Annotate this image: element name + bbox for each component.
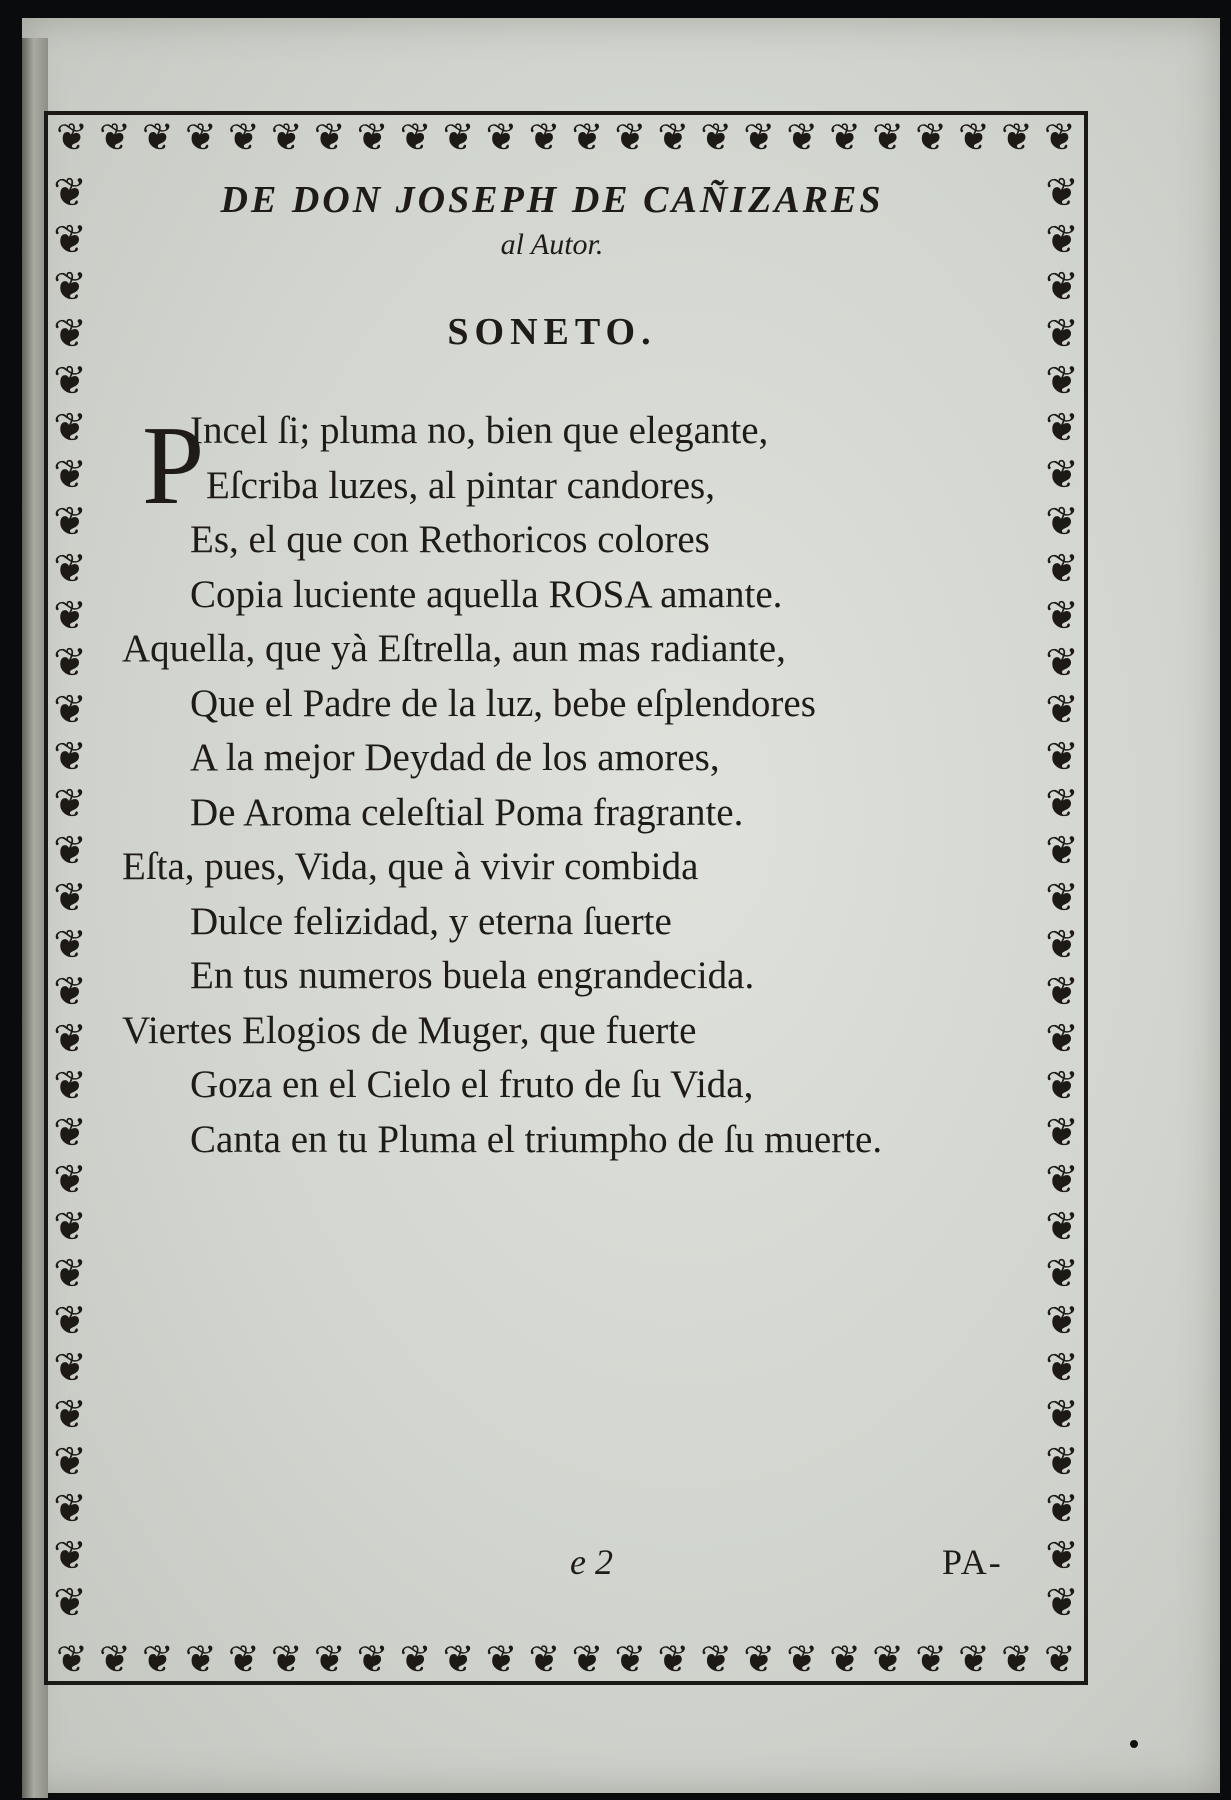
fleuron-ornament-icon: ❦	[958, 115, 990, 159]
fleuron-ornament-icon: ❦	[1045, 546, 1079, 592]
fleuron-ornament-icon: ❦	[53, 1204, 87, 1250]
fleuron-ornament-icon: ❦	[1045, 1392, 1079, 1438]
fleuron-ornament-icon: ❦	[1045, 687, 1079, 733]
fleuron-ornament-icon: ❦	[399, 1637, 432, 1681]
page-content	[122, 178, 1022, 1167]
fleuron-ornament-icon: ❦	[313, 115, 346, 159]
fleuron-ornament-icon: ❦	[98, 115, 131, 159]
fleuron-ornament-icon: ❦	[786, 115, 819, 159]
fleuron-ornament-icon: ❦	[1045, 311, 1079, 357]
fleuron-ornament-icon: ❦	[53, 1345, 87, 1391]
fleuron-ornament-icon: ❦	[829, 1637, 861, 1681]
fleuron-ornament-icon: ❦	[53, 1251, 87, 1297]
poem-line: De Aroma celeſtial Poma fragrante.	[190, 790, 744, 834]
fleuron-ornament-icon: ❦	[1045, 1063, 1079, 1109]
fleuron-ornament-icon: ❦	[528, 115, 561, 159]
fleuron-ornament-icon: ❦	[1045, 828, 1079, 874]
fleuron-ornament-icon: ❦	[141, 1637, 174, 1681]
fleuron-ornament-icon: ❦	[53, 170, 87, 216]
fleuron-ornament-icon: ❦	[53, 1157, 87, 1203]
book-page	[22, 18, 1220, 1793]
fleuron-ornament-icon: ❦	[53, 358, 87, 404]
fleuron-ornament-icon: ❦	[53, 969, 87, 1015]
fleuron-ornament-icon: ❦	[227, 115, 260, 159]
fleuron-ornament-icon: ❦	[53, 546, 87, 592]
fleuron-ornament-icon: ❦	[356, 1637, 389, 1681]
poem-line: En tus numeros buela engrandecida.	[190, 954, 755, 997]
fleuron-ornament-icon: ❦	[700, 1637, 733, 1681]
poem-line: Dulce felizidad, y eterna ſuerte	[190, 899, 672, 943]
fleuron-ornament-icon: ❦	[53, 1110, 87, 1156]
fleuron-ornament-icon: ❦	[614, 115, 647, 159]
fleuron-ornament-icon: ❦	[1045, 1016, 1079, 1062]
fleuron-ornament-icon: ❦	[1045, 1204, 1079, 1250]
fleuron-ornament-icon: ❦	[53, 311, 87, 357]
fleuron-ornament-icon: ❦	[53, 687, 87, 733]
poem-line: Que el Padre de la luz, bebe eſplendores	[190, 681, 816, 725]
fleuron-ornament-icon: ❦	[399, 115, 432, 159]
page-heading: DE DON JOSEPH DE CAÑIZARES	[220, 179, 884, 221]
fleuron-ornament-icon: ❦	[1045, 875, 1079, 921]
fleuron-ornament-icon: ❦	[571, 1637, 604, 1681]
fleuron-ornament-icon: ❦	[915, 1637, 947, 1681]
fleuron-ornament-icon: ❦	[53, 1016, 87, 1062]
fleuron-ornament-icon: ❦	[53, 499, 87, 545]
fleuron-ornament-icon: ❦	[1045, 781, 1079, 827]
fleuron-ornament-icon: ❦	[1045, 1345, 1079, 1391]
fleuron-ornament-icon: ❦	[1045, 1298, 1079, 1344]
ink-dot	[1130, 1740, 1138, 1748]
fleuron-ornament-icon: ❦	[53, 828, 87, 874]
ornament-column-left	[44, 167, 96, 1629]
ornament-row-top	[48, 111, 1084, 163]
poem-title: SONETO.	[447, 311, 657, 353]
sonnet	[122, 404, 1022, 1167]
page-subheading: al Autor.	[500, 228, 604, 261]
fleuron-ornament-icon: ❦	[528, 1637, 561, 1681]
fleuron-ornament-icon: ❦	[1045, 1110, 1079, 1156]
fleuron-ornament-icon: ❦	[53, 1392, 87, 1438]
fleuron-ornament-icon: ❦	[614, 1637, 647, 1681]
drop-cap: P	[142, 404, 205, 528]
poem-line: Aquella, que yà Eſtrella, aun mas radiante,	[122, 627, 786, 670]
fleuron-ornament-icon: ❦	[53, 1298, 87, 1344]
fleuron-ornament-icon: ❦	[485, 1637, 518, 1681]
fleuron-ornament-icon: ❦	[53, 734, 87, 780]
fleuron-ornament-icon: ❦	[786, 1637, 819, 1681]
fleuron-ornament-icon: ❦	[184, 1637, 217, 1681]
fleuron-ornament-icon: ❦	[53, 593, 87, 639]
fleuron-ornament-icon: ❦	[915, 115, 947, 159]
fleuron-ornament-icon: ❦	[1045, 405, 1079, 451]
ornament-row-bottom	[48, 1633, 1084, 1685]
fleuron-ornament-icon: ❦	[141, 115, 174, 159]
poem-line: Es, el que con Rethoricos colores	[190, 518, 710, 561]
fleuron-ornament-icon: ❦	[1045, 1157, 1079, 1203]
poem-line: Eſcriba luzes, al pintar candores,	[206, 463, 715, 507]
fleuron-ornament-icon: ❦	[56, 115, 88, 159]
fleuron-ornament-icon: ❦	[1045, 969, 1079, 1015]
fleuron-ornament-icon: ❦	[184, 115, 217, 159]
fleuron-ornament-icon: ❦	[53, 1580, 87, 1626]
fleuron-ornament-icon: ❦	[1045, 499, 1079, 545]
fleuron-ornament-icon: ❦	[1045, 170, 1079, 216]
fleuron-ornament-icon: ❦	[571, 115, 604, 159]
fleuron-ornament-icon: ❦	[1045, 640, 1079, 686]
fleuron-ornament-icon: ❦	[53, 1063, 87, 1109]
fleuron-ornament-icon: ❦	[313, 1637, 346, 1681]
fleuron-ornament-icon: ❦	[1043, 115, 1076, 159]
fleuron-ornament-icon: ❦	[1045, 1439, 1079, 1485]
fleuron-ornament-icon: ❦	[1045, 264, 1079, 310]
fleuron-ornament-icon: ❦	[1045, 593, 1079, 639]
poem-line: A la mejor Deydad de los amores,	[190, 736, 720, 779]
fleuron-ornament-icon: ❦	[270, 1637, 303, 1681]
poem-line: Incel ſi; pluma no, bien que elegante,	[190, 409, 769, 452]
fleuron-ornament-icon: ❦	[53, 452, 87, 498]
fleuron-ornament-icon: ❦	[1045, 217, 1079, 263]
poem-line: Copia luciente aquella ROSA amante.	[190, 572, 783, 616]
fleuron-ornament-icon: ❦	[829, 115, 861, 159]
fleuron-ornament-icon: ❦	[1045, 922, 1079, 968]
fleuron-ornament-icon: ❦	[98, 1637, 131, 1681]
fleuron-ornament-icon: ❦	[872, 1637, 904, 1681]
fleuron-ornament-icon: ❦	[700, 115, 733, 159]
fleuron-ornament-icon: ❦	[53, 640, 87, 686]
fleuron-ornament-icon: ❦	[1045, 1251, 1079, 1297]
fleuron-ornament-icon: ❦	[53, 217, 87, 263]
fleuron-ornament-icon: ❦	[53, 1486, 87, 1532]
fleuron-ornament-icon: ❦	[743, 115, 776, 159]
fleuron-ornament-icon: ❦	[1045, 734, 1079, 780]
poem-line: Canta en tu Pluma el triumpho de ſu muerte.	[190, 1117, 883, 1161]
fleuron-ornament-icon: ❦	[743, 1637, 776, 1681]
poem-line: Goza en el Cielo el fruto de ſu Vida,	[190, 1063, 754, 1106]
fleuron-ornament-icon: ❦	[1045, 452, 1079, 498]
fleuron-ornament-icon: ❦	[53, 264, 87, 310]
catchword: PA-	[942, 1542, 1003, 1582]
poem-line: Viertes Elogios de Muger, que fuerte	[122, 1008, 697, 1052]
fleuron-ornament-icon: ❦	[657, 115, 690, 159]
fleuron-ornament-icon: ❦	[227, 1637, 260, 1681]
fleuron-ornament-icon: ❦	[657, 1637, 690, 1681]
fleuron-ornament-icon: ❦	[1000, 115, 1033, 159]
fleuron-ornament-icon: ❦	[53, 1439, 87, 1485]
fleuron-ornament-icon: ❦	[53, 781, 87, 827]
fleuron-ornament-icon: ❦	[53, 1533, 87, 1579]
fleuron-ornament-icon: ❦	[1000, 1637, 1033, 1681]
fleuron-ornament-icon: ❦	[356, 115, 389, 159]
poem-line: Eſta, pues, Vida, que à vivir combida	[122, 845, 699, 888]
fleuron-ornament-icon: ❦	[442, 115, 475, 159]
fleuron-ornament-icon: ❦	[53, 405, 87, 451]
fleuron-ornament-icon: ❦	[56, 1637, 88, 1681]
fleuron-ornament-icon: ❦	[1045, 1486, 1079, 1532]
fleuron-ornament-icon: ❦	[1045, 1580, 1079, 1626]
fleuron-ornament-icon: ❦	[958, 1637, 990, 1681]
fleuron-ornament-icon: ❦	[1045, 1533, 1079, 1579]
fleuron-ornament-icon: ❦	[442, 1637, 475, 1681]
signature-mark: e 2	[570, 1542, 613, 1582]
fleuron-ornament-icon: ❦	[1043, 1637, 1076, 1681]
fleuron-ornament-icon: ❦	[1045, 358, 1079, 404]
fleuron-ornament-icon: ❦	[53, 875, 87, 921]
fleuron-ornament-icon: ❦	[53, 922, 87, 968]
fleuron-ornament-icon: ❦	[485, 115, 518, 159]
fleuron-ornament-icon: ❦	[872, 115, 904, 159]
fleuron-ornament-icon: ❦	[270, 115, 303, 159]
ornament-column-right	[1036, 167, 1088, 1629]
